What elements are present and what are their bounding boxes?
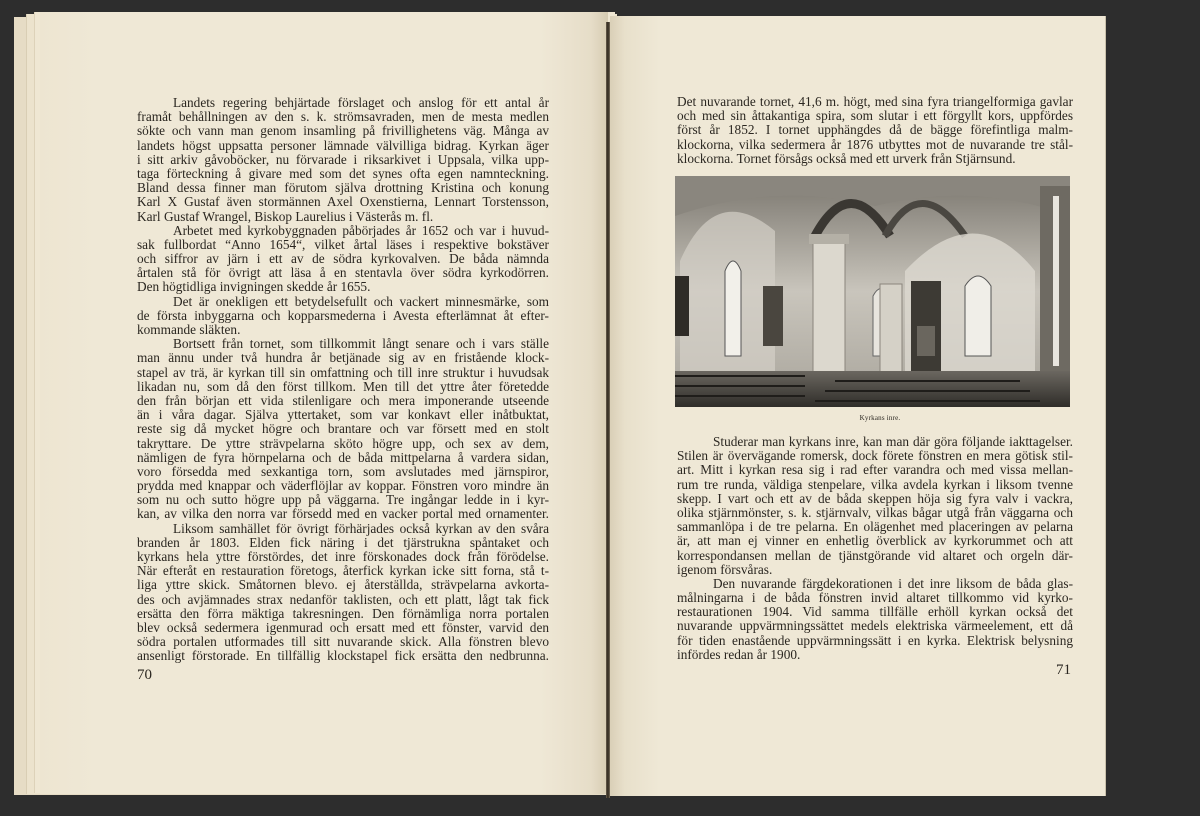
text-line: är, att man ej vinner en enhetlig överblick av kyrkorummet och att <box>677 534 1073 549</box>
text-line: Den nuvarande färgdekorationen i det inre liksom de båda glas- <box>713 576 1073 591</box>
text-line: södra portalen utformades till sitt nuvarande skick. Alla fönstren blevo <box>137 635 549 650</box>
text-line: den från början ett vida stilenligare och mera imponerande utseende <box>137 393 549 408</box>
text-line: Bland dessa finner man förutom själva drottning Kristina och konung <box>137 181 549 196</box>
text-line: Arbetet med kyrkobyggnaden påbörjades år 1652 och var i huvud- <box>173 223 549 238</box>
text-line: de första inbyggarna och kopparsmederna i Avesta efterlämnat åt efter- <box>137 308 549 323</box>
text-line: klockorna, vilka sedermera år 1876 utbyttes mot de nuvarande tre stål- <box>677 137 1073 152</box>
text-line: Den högtidliga invigningen skedde år 1655. <box>137 280 371 295</box>
text-line: Karl X Gustaf även stormännen Axel Oxenstierna, Lennart Torstensson, <box>137 195 549 210</box>
text-line: Bortsett från tornet, som tillkommit långt senare och i vars ställe <box>173 337 549 352</box>
text-line: sökte och vann man genom insamling på frivillighetens väg. Många av <box>137 124 549 139</box>
text-line: målningarna i de båda fönstren invid altaret tillkommo vid kyrko- <box>677 591 1073 606</box>
text-line: man ännu under två hundra år betjänade sig av en fristående klock- <box>137 351 549 366</box>
text-line: prydda med knappar och väderflöjlar av koppar. Fönstren voro mindre än <box>137 479 549 494</box>
book-spine <box>606 22 610 798</box>
text-line: des och avjämnades strax nedanför taklisten, och ett platt, lågt tak fick <box>137 592 549 607</box>
text-line: igenom försvåras. <box>677 562 773 577</box>
church-interior-illustration <box>675 176 1070 407</box>
text-line: nämligen de fyra hörnpelarna och de båda mittpelarna å vardera sidan, <box>137 450 549 465</box>
text-line: stapel av trä, är kyrkan till sin omfattning och till inre struktur i huvudsak <box>137 365 549 380</box>
right-page-text-bottom <box>677 435 1073 662</box>
text-line: Studerar man kyrkans inre, kan man där göra följande iakttagelser. <box>713 435 1073 449</box>
text-line: takryttare. De yttre strävpelarna sköto högre upp, och sex av dem, <box>137 436 549 451</box>
text-line: olika stjärnmönster, s. k. stjärnvalv, vilkas bågar utgå från väggarna och <box>677 505 1073 520</box>
text-line: sak fullbordat “Anno 1654“, vilket årtal läses i respektive bokstäver <box>137 237 549 252</box>
text-line: först år 1852. I tornet upphängdes då de bägge förefintliga malm- <box>677 123 1073 138</box>
text-line: och siffror av järn i ett av de södra kyrkovalven. De båda nämnda <box>137 252 549 267</box>
text-line: liga yttre skick. Småtornen blevo. ej återställda, strävpelarna avkorta- <box>137 578 549 593</box>
text-line: årtalen stå för övrigt att läsa å en stentavla över södra kyrkodörren. <box>137 266 549 281</box>
text-line: i sitt arkiv gåvoböcker, nu förvarade i riksarkivet i Uppsala, vilka upp- <box>137 152 549 167</box>
text-line: Det är onekligen ett betydelsefullt och vackert minnesmärke, som <box>173 294 549 309</box>
page-number-right: 71 <box>1056 662 1071 678</box>
text-line: landets högst uppsatta personer lämnade välvilliga bidrag. Kyrkan äger <box>137 138 549 153</box>
text-line: kommande släkten. <box>137 323 241 337</box>
text-line: korrespondansen mellan de tjänstgörande vid altaret och orgeln där- <box>677 548 1073 563</box>
text-line: Landets regering behjärtade förslaget och anslog för ett antal år <box>173 96 549 110</box>
text-line: kan, av vilka den norra var försedd med en vacker portal med ornamenter. <box>137 507 549 522</box>
text-line: och med sin åttakantiga spira, som slutar i ett förgyllt kors, uppfördes <box>677 109 1073 124</box>
church-interior-photo <box>675 176 1070 407</box>
text-line: nuvarande uppvärmningssättet medels elektriska värmeelement, ett då <box>677 619 1073 634</box>
text-line: sammanlöpa i de tre pelarna. En olägenhet med placeringen av pelarna <box>677 520 1073 535</box>
text-line: likadan nu, som då den först tillkom. Men till det yttre åter företedde <box>137 379 549 394</box>
text-line: restaurationen 1904. Vid samma tillfälle erhöll kyrkan också det <box>677 605 1073 620</box>
text-line: infördes redan år 1900. <box>677 647 801 662</box>
text-line: art. Mitt i kyrkan resa sig i rad efter varandra och med vissa mellan- <box>677 463 1073 478</box>
text-line: rum tre runda, väldiga stenpelare, vilka avdela kyrkan i liksom tvenne <box>677 477 1073 492</box>
text-line: än i våra dagar. Själva yttertaket, som var konkavt eller inåtbuktat, <box>137 408 549 423</box>
text-line: kyrkans hela yttre förstördes, det inre förskonades dock från förödelse. <box>137 550 549 564</box>
text-line: voro försedda med sexkantiga torn, som avslutades med järnspiror, <box>137 464 549 479</box>
text-line: När efteråt en restauration företogs, återfick kyrkan icke sitt forna, stå t- <box>137 564 549 579</box>
text-line: blev också sedermera igenmurad och ersatt med ett fönster, varvid den <box>137 620 549 635</box>
text-line: framåt behållningen av den s. k. strömsavraden, men de mesta medlen <box>137 110 549 125</box>
text-line: Karl Gustaf Wrangel, Biskop Laurelius i Västerås m. fl. <box>137 209 434 224</box>
text-line: ansenligt förstorade. En tillfällig klockstapel fick ersätta den nedbrunna. <box>137 649 549 664</box>
text-line: Liksom samhället för övrigt förhärjades också kyrkan av den svåra <box>173 521 549 536</box>
text-line: ersätta den förra mäktiga takresningen. Den förnämliga norra portalen <box>137 606 549 621</box>
text-line: taga förteckning å givare med som det synes ofta egen namnteckning. <box>137 166 549 181</box>
left-page-text <box>137 96 549 664</box>
text-line: branden år 1803. Elden fick näring i det tjärstrukna spåntaket och <box>137 535 549 550</box>
photo-caption: Kyrkans inre. <box>859 414 901 422</box>
right-page-text-top <box>677 95 1073 166</box>
text-line: skepp. I vart och ett av de båda skeppen höja sig fyra valv i vackra, <box>677 491 1073 506</box>
text-line: som nu och sutto högre upp på väggarna. Tre ingångar ledde in i kyr- <box>137 493 549 508</box>
page-number-left: 70 <box>137 667 152 683</box>
text-line: Det nuvarande tornet, 41,6 m. högt, med sina fyra triangelformiga gavlar <box>677 95 1073 109</box>
text-line: för tiden enastående uppvärmningssätt i en kyrka. Elektrisk belysning <box>677 633 1073 648</box>
text-line: reste sig då mycket högre och brantare och var försett med en stolt <box>137 422 549 437</box>
text-line: klockorna. Tornet försågs också med ett urverk från Stjärnsund. <box>677 151 1016 166</box>
text-line: Stilen är övervägande romersk, dock förete fönstren en mera götisk stil- <box>677 449 1073 464</box>
